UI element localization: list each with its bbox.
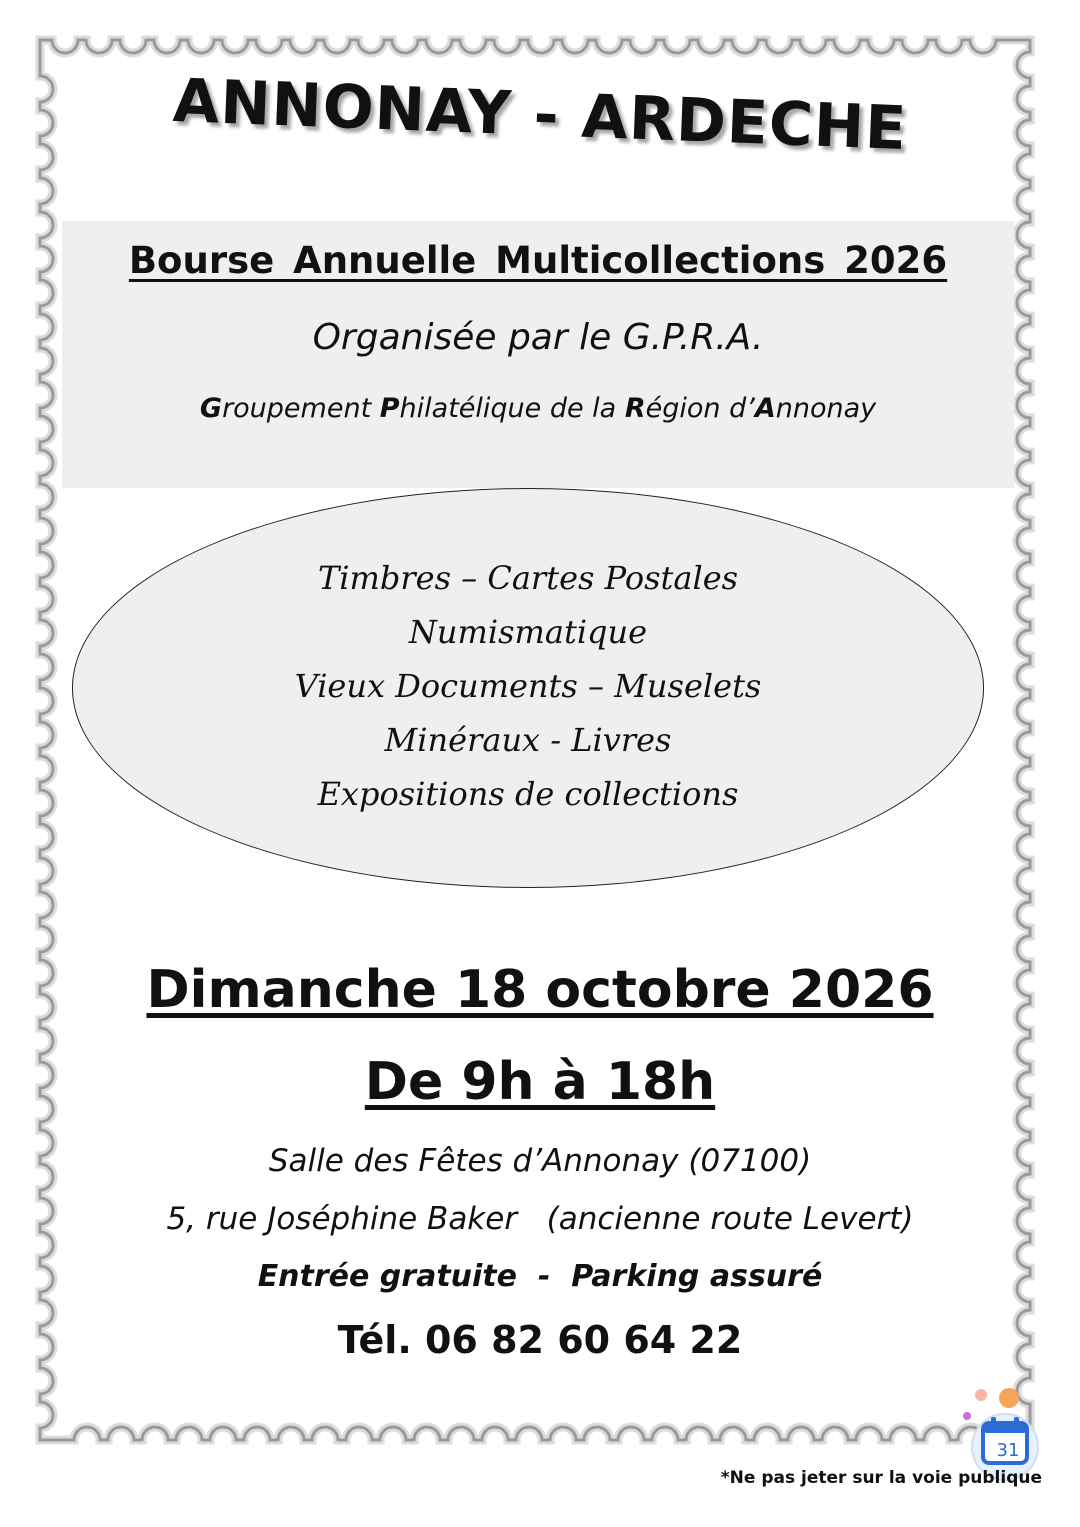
entry-parking-info: Entrée gratuite - Parking assuré <box>257 1259 823 1294</box>
groupement-text: nnonay <box>775 393 877 424</box>
event-hours: De 9h à 18h <box>364 1052 716 1112</box>
groupement-initial: P <box>379 393 400 424</box>
title-area <box>0 60 1080 180</box>
groupement-initial: R <box>624 393 646 424</box>
event-venue: Salle des Fêtes d’Annonay (07100) <box>268 1143 812 1179</box>
phone-number: Tél. 06 82 60 64 22 <box>337 1318 743 1362</box>
collection-item: Expositions de collections <box>317 775 739 813</box>
organiser-line: Organisée par le G.P.R.A. <box>312 317 764 358</box>
calendar-logo-number: 31 <box>996 1440 1020 1461</box>
event-address: 5, rue Joséphine Baker (ancienne route Levert) <box>166 1201 914 1237</box>
bourse-heading: Bourse Annuelle Multicollections 2026 <box>128 239 948 282</box>
collection-item: Numismatique <box>408 613 648 651</box>
collections-ellipse <box>72 488 984 888</box>
collection-item: Timbres – Cartes Postales <box>317 559 739 597</box>
collection-item: Minéraux - Livres <box>384 721 672 759</box>
groupement-initial: A <box>754 393 776 424</box>
event-date: Dimanche 18 octobre 2026 <box>146 960 934 1020</box>
intro-box <box>62 221 1014 488</box>
collections-list <box>73 551 983 821</box>
main-title: ANNONAY - ARDECHE <box>171 65 909 165</box>
collection-item: Vieux Documents – Muselets <box>294 667 762 705</box>
groupement-initial: G <box>199 393 223 424</box>
footnote: *Ne pas jeter sur la voie publique <box>720 1468 1042 1488</box>
groupement-text: égion d’ <box>645 393 755 424</box>
groupement-line <box>62 393 1014 424</box>
groupement-text: hilatélique de la <box>399 393 625 424</box>
groupement-text: roupement <box>222 393 380 424</box>
